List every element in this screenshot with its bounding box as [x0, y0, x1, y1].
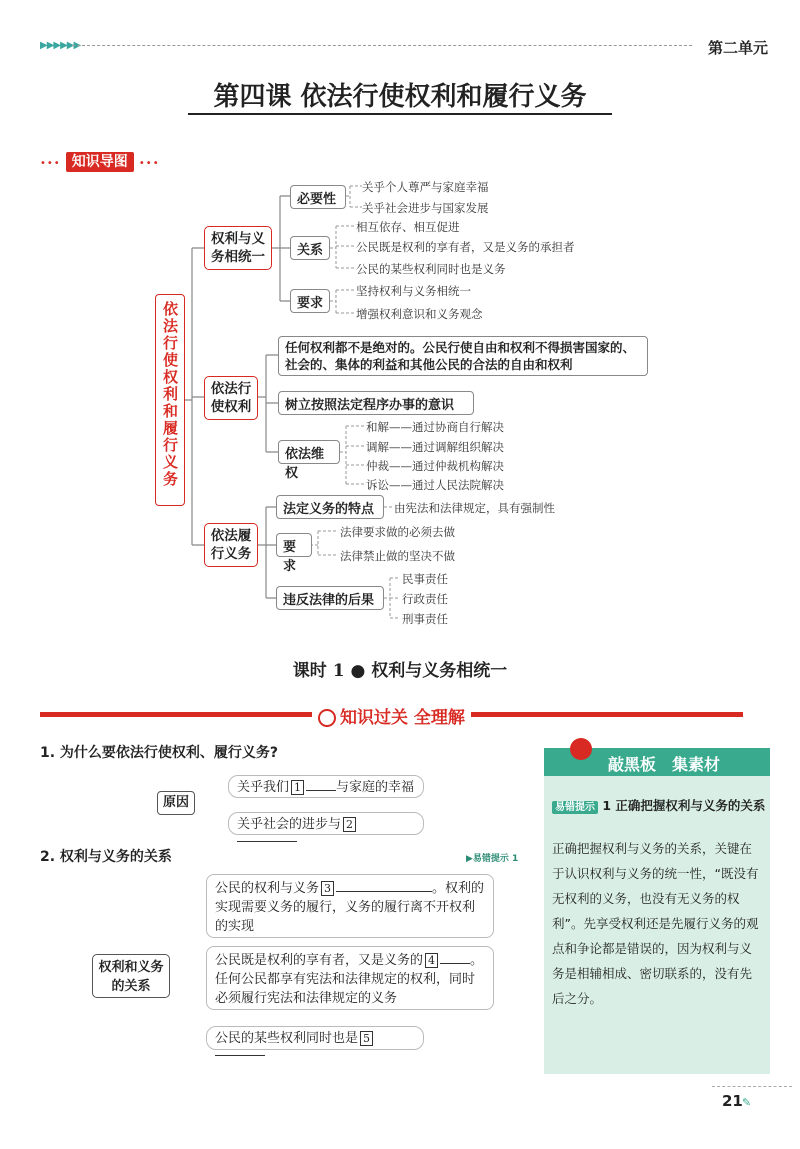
node-rights-not-absolute: 任何权利都不是绝对的。公民行使自由和权利不得损害国家的、社会的、集体的利益和其他公民的合法的自由和权利 — [278, 336, 648, 376]
blank-number: 5 — [360, 1031, 373, 1046]
tip-badge: 易错提示 — [552, 801, 598, 814]
footer-divider — [712, 1086, 792, 1087]
q2-answer-1: 公民的权利与义务 3 。权利的实现需要义务的履行，义务的履行离不开权利的实现 — [206, 874, 494, 938]
leaf: 相互依存、相互促进 — [356, 220, 460, 234]
leaf: 诉讼——通过人民法院解决 — [366, 478, 504, 492]
leaf: 公民既是权利的享有者，又是义务的承担者 — [356, 240, 575, 254]
leaf: 关乎社会进步与国家发展 — [362, 201, 489, 215]
q1-title: 1. 为什么要依法行使权利、履行义务? — [40, 745, 279, 761]
node-duty-requirement: 要求 — [276, 533, 312, 557]
branch3-label: 依法履行义务 — [210, 528, 252, 562]
mindmap-tag-label: 知识导图 — [66, 152, 134, 172]
answer-blank[interactable] — [237, 841, 297, 842]
q1-node: 原因 — [157, 791, 195, 815]
leaf: 由宪法和法律规定，具有强制性 — [394, 501, 555, 515]
q1-answer-2: 关乎社会的进步与 2 — [228, 812, 424, 835]
leaf: 调解——通过调解组织解决 — [366, 440, 504, 454]
leaf: 民事责任 — [402, 572, 448, 586]
branch-exercise-rights — [204, 376, 258, 420]
node-legal-procedure: 树立按照法定程序办事的意识 — [278, 391, 474, 415]
branch1-label: 权利与义务相统一 — [211, 231, 265, 265]
header-arrows: ▶▶▶▶▶▶ — [40, 40, 81, 51]
node-violation-consequences: 违反法律的后果 — [276, 586, 384, 610]
leaf: 行政责任 — [402, 592, 448, 606]
q2-title: 2. 权利与义务的关系 — [40, 849, 172, 865]
sidebar-header: 敲黑板 集素材 — [544, 748, 770, 776]
node-duty-features: 法定义务的特点 — [276, 495, 384, 519]
q2-hint-link[interactable]: ▶易错提示 1 — [466, 854, 519, 864]
q2-answer-3: 公民的某些权利同时也是 5 — [206, 1026, 424, 1050]
mindmap-root-label: 依法行使权利和履行义务 — [161, 301, 179, 488]
q2-node: 权利和义务的关系 — [92, 954, 170, 998]
node-relation: 关系 — [290, 236, 330, 260]
answer-blank[interactable] — [215, 1055, 265, 1056]
node-safeguard-rights: 依法维权 — [278, 440, 340, 464]
branch-perform-duties — [204, 523, 258, 567]
section-icon — [318, 709, 336, 727]
blank-number: 4 — [425, 953, 438, 968]
answer-blank[interactable] — [306, 790, 336, 791]
page-title: 第四课 依法行使权利和履行义务 — [213, 82, 587, 112]
leaf: 刑事责任 — [402, 612, 448, 626]
page-corner-icon: ✎ — [742, 1096, 752, 1109]
node-requirement: 要求 — [290, 289, 330, 313]
unit-label: 第二单元 — [708, 39, 769, 57]
answer-blank[interactable] — [336, 891, 432, 892]
section-label: 知识过关 全理解 — [312, 703, 471, 728]
blank-number: 1 — [291, 780, 304, 795]
leaf: 仲裁——通过仲裁机构解决 — [366, 459, 504, 473]
sidebar-tip-body: 正确把握权利与义务的关系，关键在于认识权利与义务的统一性，“既没有无权利的义务，也没有无义务的权利”。先享受权利还是先履行义务的观点和争论都是错误的，因为权利与义务是相辅相成、密切联系的，没有先后之分。 — [552, 841, 759, 1006]
leaf: 增强权利意识和义务观念 — [356, 307, 483, 321]
node-necessity: 必要性 — [290, 185, 346, 209]
blank-number: 3 — [321, 881, 334, 896]
sidebar-tip-title: 易错提示 1 正确把握权利与义务的关系 — [552, 796, 765, 814]
leaf: 法律要求做的必须去做 — [340, 525, 455, 539]
page-number: 21 — [722, 1092, 743, 1110]
leaf: 关乎个人尊严与家庭幸福 — [362, 180, 489, 194]
leaf: 法律禁止做的坚决不做 — [340, 549, 455, 563]
leaf: 坚持权利与义务相统一 — [356, 284, 471, 298]
leaf: 公民的某些权利同时也是义务 — [356, 262, 506, 276]
lesson-title: 课时 1 ● 权利与义务相统一 — [292, 661, 508, 681]
mindmap-tag: ••• 知识导图 ••• — [40, 154, 160, 170]
teacher-avatar-icon — [570, 738, 592, 760]
answer-blank[interactable] — [440, 963, 470, 964]
mindmap-root — [155, 294, 185, 506]
branch2-label: 依法行使权利 — [210, 381, 252, 415]
blank-number: 2 — [343, 817, 356, 832]
q2-answer-2: 公民既是权利的享有者，又是义务的 4 。任何公民都享有宪法和法律规定的权利，同时必须履行宪法和法律规定的义务 — [206, 946, 494, 1010]
leaf: 和解——通过协商自行解决 — [366, 420, 504, 434]
branch-rights-duties-unity — [204, 226, 272, 270]
q1-answer-1: 关乎我们 1 与家庭的幸福 — [228, 775, 424, 798]
